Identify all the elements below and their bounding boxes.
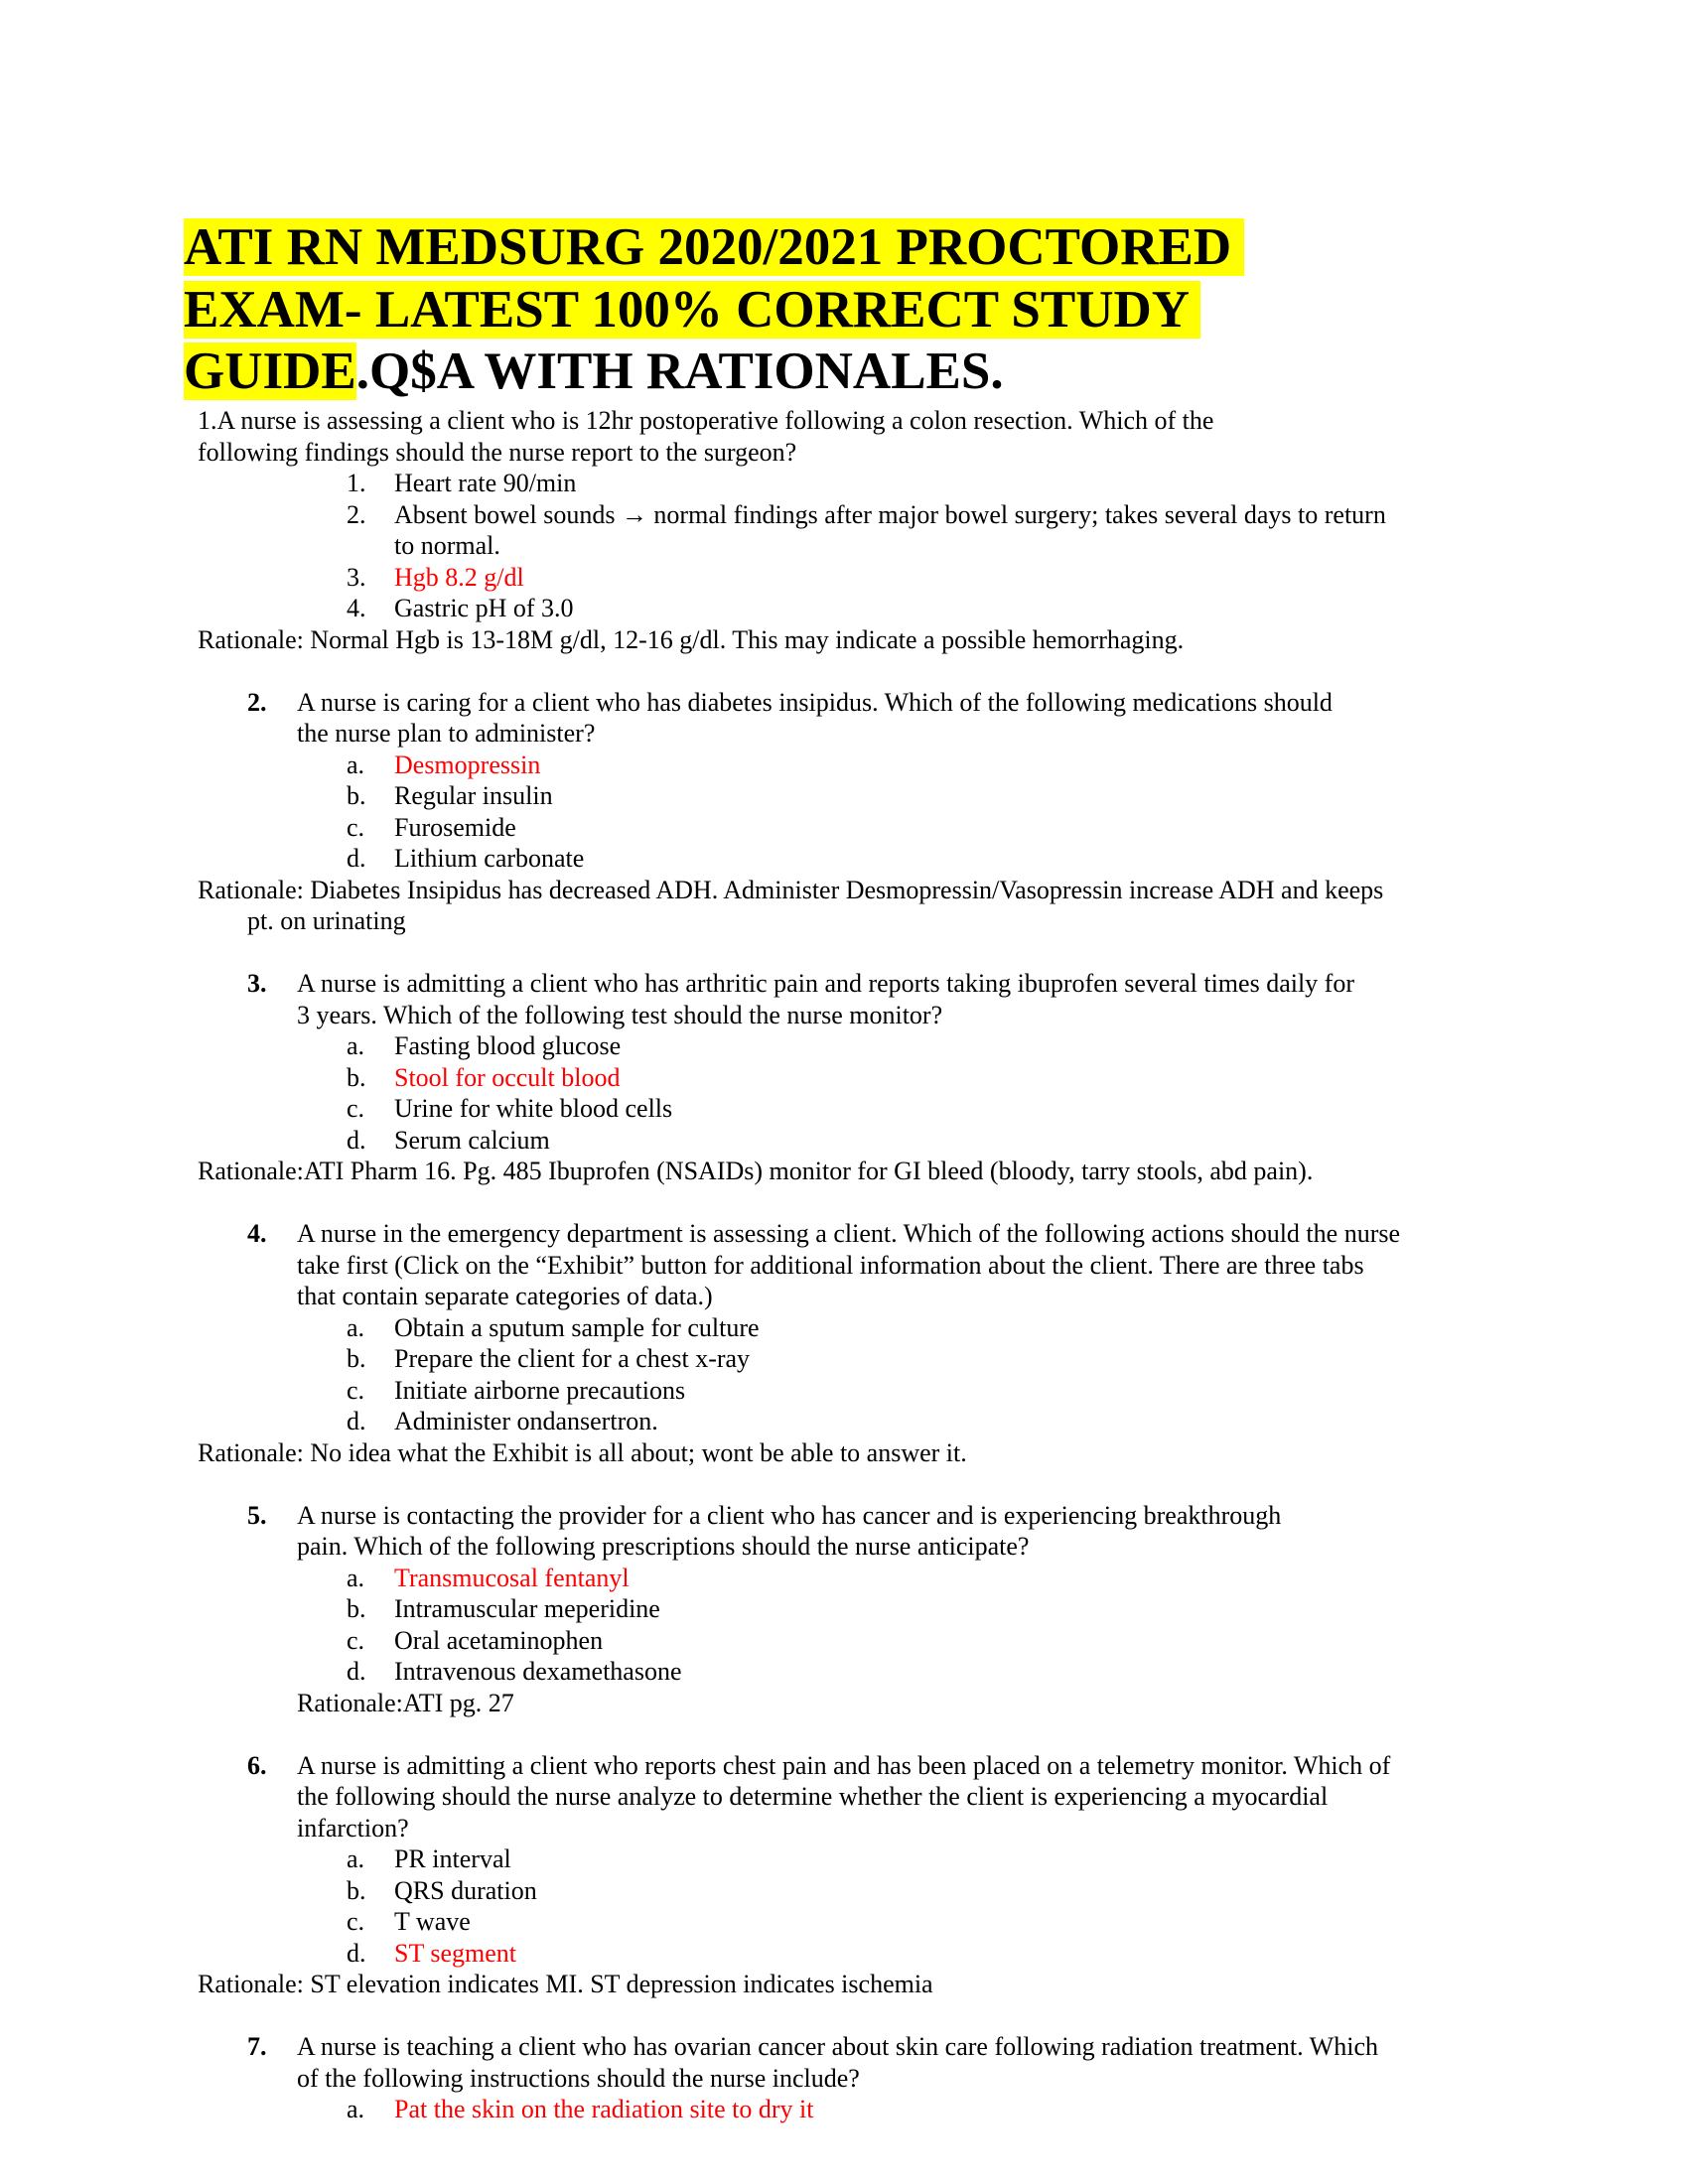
question-text: take first (Click on the “Exhibit” button for additional information about the client. There are three tabs: [297, 1250, 1364, 1280]
option-marker: b.: [347, 1594, 366, 1623]
question-text: the nurse plan to administer?: [297, 719, 596, 748]
answer-option: [0, 1093, 1688, 1125]
option-marker: b.: [347, 1344, 366, 1373]
question-stem-line: [0, 1531, 1688, 1563]
question-stem-line: [0, 718, 1688, 750]
answer-option-correct: [0, 1938, 1688, 1970]
question-block: [0, 1500, 1688, 1719]
question-text: A nurse is admitting a client who reports chest pain and has been placed on a telemetry monitor. Which of: [297, 1750, 1391, 1780]
answer-option: [0, 499, 1688, 531]
option-text: Heart rate 90/min: [394, 469, 577, 497]
question-stem-line: [0, 1781, 1688, 1813]
option-text: Lithium carbonate: [394, 844, 585, 873]
option-marker: d.: [347, 1938, 366, 1968]
rationale-line: [0, 624, 1688, 656]
option-marker: a.: [347, 2095, 365, 2123]
option-text: PR interval: [394, 1844, 511, 1873]
answer-option: [0, 1593, 1688, 1625]
rationale-text: pt. on urinating: [247, 906, 406, 935]
answer-option: [0, 843, 1688, 875]
rationale-line: [0, 1688, 1688, 1719]
rationale-text: Rationale: ST elevation indicates MI. ST depression indicates ischemia: [198, 1970, 933, 1998]
option-marker: a.: [347, 1844, 365, 1873]
question-number: 4.: [247, 1219, 267, 1248]
question-text: of the following instructions should the nurse include?: [297, 2063, 860, 2093]
question-stem-line: [0, 1000, 1688, 1031]
answer-option: [0, 1125, 1688, 1157]
question-stem-line: [0, 1218, 1688, 1250]
option-marker: c.: [347, 1625, 365, 1655]
question-text: 3 years. Which of the following test should the nurse monitor?: [297, 1000, 943, 1029]
question-text: infarction?: [297, 1813, 409, 1843]
option-marker: d.: [347, 1407, 366, 1435]
option-marker: c.: [347, 1375, 365, 1405]
rationale-text: Rationale: No idea what the Exhibit is all about; wont be able to answer it.: [198, 1437, 967, 1467]
option-text: Gastric pH of 3.0: [394, 594, 574, 622]
option-marker: a.: [347, 750, 365, 779]
question-stem-line: [0, 968, 1688, 1000]
spacer: [0, 937, 1688, 969]
question-block: [0, 687, 1688, 937]
answer-option: [0, 1875, 1688, 1907]
spacer: [0, 1718, 1688, 1750]
rationale-line: [0, 1969, 1688, 2000]
option-marker: d.: [347, 1657, 366, 1686]
option-text: Urine for white blood cells: [394, 1094, 673, 1123]
question-text: 1.A nurse is assessing a client who is 12hr postoperative following a colon resection. Which of the: [198, 406, 1214, 435]
question-stem-line: [0, 2063, 1688, 2095]
option-text: Intramuscular meperidine: [394, 1594, 660, 1623]
answer-option-correct: [0, 1062, 1688, 1094]
title-line: [184, 279, 1244, 341]
answer-option: [0, 468, 1688, 499]
option-text: Administer ondansertron.: [394, 1407, 658, 1435]
option-text: Fasting blood glucose: [394, 1031, 622, 1060]
option-text: Serum calcium: [394, 1125, 550, 1155]
spacer: [0, 1187, 1688, 1219]
question-number: 7.: [247, 2032, 267, 2061]
option-text: Oral acetaminophen: [394, 1625, 604, 1655]
option-marker: b.: [347, 1062, 366, 1092]
option-marker: c.: [347, 812, 365, 842]
option-marker: a.: [347, 1031, 365, 1060]
answer-option: [0, 1312, 1688, 1344]
answer-option-correct: [0, 2094, 1688, 2125]
answer-option: [0, 1906, 1688, 1938]
question-text: A nurse is teaching a client who has ovarian cancer about skin care following radiation treatment. Which: [297, 2032, 1378, 2061]
answer-option: [0, 530, 1688, 562]
option-marker: d.: [347, 844, 366, 873]
question-text: following findings should the nurse report to the surgeon?: [198, 437, 797, 467]
question-block: [0, 405, 1688, 655]
rationale-line: [0, 1156, 1688, 1187]
option-text: Obtain a sputum sample for culture: [394, 1312, 760, 1342]
rationale-line: [0, 905, 1688, 937]
answer-option: [0, 1375, 1688, 1407]
question-text: A nurse is caring for a client who has diabetes insipidus. Which of the following medications should: [297, 687, 1333, 717]
option-marker: 3.: [347, 562, 366, 592]
question-text: A nurse in the emergency department is assessing a client. Which of the following actions should the nurse: [297, 1219, 1401, 1248]
title-text: .Q$A WITH RATIONALES.: [355, 342, 1004, 400]
document-title: [184, 216, 1244, 403]
question-text: A nurse is contacting the provider for a client who has cancer and is experiencing breakthrough: [297, 1500, 1282, 1530]
answer-option-correct: [0, 1563, 1688, 1594]
question-block: [0, 1750, 1688, 2000]
rationale-line: [0, 1437, 1688, 1469]
option-text: Absent bowel sounds → normal findings after major bowel surgery; takes several days to return: [394, 499, 1386, 529]
question-block: [0, 2031, 1688, 2125]
option-text: Stool for occult blood: [394, 1062, 621, 1092]
question-text: A nurse is admitting a client who has arthritic pain and reports taking ibuprofen several times daily for: [297, 969, 1354, 998]
spacer: [0, 2000, 1688, 2032]
question-stem-line: [0, 1500, 1688, 1532]
highlighted-title-text: EXAM- LATEST 100% CORRECT STUDY: [184, 280, 1201, 339]
question-stem-line: [0, 437, 1688, 469]
answer-option: [0, 1656, 1688, 1688]
option-text: Desmopressin: [394, 750, 541, 779]
option-text: Initiate airborne precautions: [394, 1375, 686, 1405]
question-text: the following should the nurse analyze to determine whether the client is experiencing a myocardial: [297, 1782, 1329, 1811]
question-text: that contain separate categories of data.): [297, 1282, 713, 1310]
answer-option: [0, 1030, 1688, 1062]
option-text: Transmucosal fentanyl: [394, 1563, 630, 1592]
option-marker: c.: [347, 1907, 365, 1936]
rationale-text: Rationale:ATI pg. 27: [297, 1688, 514, 1717]
answer-option: [0, 1343, 1688, 1375]
question-number: 5.: [247, 1500, 267, 1530]
option-text: Intravenous dexamethasone: [394, 1657, 682, 1686]
title-line: [184, 216, 1244, 279]
option-text: Hgb 8.2 g/dl: [394, 562, 524, 592]
spacer: [0, 1468, 1688, 1500]
question-block: [0, 1218, 1688, 1468]
option-text: Prepare the client for a chest x-ray: [394, 1344, 751, 1373]
option-text: ST segment: [394, 1938, 517, 1968]
question-stem-line: [0, 405, 1688, 437]
option-text: Furosemide: [394, 812, 516, 842]
answer-option: [0, 1625, 1688, 1657]
option-marker: c.: [347, 1094, 365, 1123]
rationale-text: Rationale: Diabetes Insipidus has decreased ADH. Administer Desmopressin/Vasopressin increase ADH and keeps: [198, 875, 1384, 904]
answer-option: [0, 780, 1688, 812]
option-text: to normal.: [394, 531, 500, 560]
answer-option: [0, 1406, 1688, 1437]
option-marker: d.: [347, 1125, 366, 1155]
question-stem-line: [0, 2031, 1688, 2063]
answer-option-correct: [0, 750, 1688, 781]
option-text: Pat the skin on the radiation site to dry it: [394, 2095, 814, 2123]
rationale-line: [0, 875, 1688, 906]
option-text: QRS duration: [394, 1875, 537, 1905]
question-text: pain. Which of the following prescriptions should the nurse anticipate?: [297, 1532, 1030, 1561]
question-number: 2.: [247, 687, 267, 717]
answer-option: [0, 812, 1688, 844]
question-stem-line: [0, 1281, 1688, 1312]
question-stem-line: [0, 1250, 1688, 1282]
answer-option: [0, 1843, 1688, 1875]
option-marker: b.: [347, 781, 366, 810]
question-number: 3.: [247, 969, 267, 998]
rationale-text: Rationale:ATI Pharm 16. Pg. 485 Ibuprofen (NSAIDs) monitor for GI bleed (bloody, tarry stools, abd pain).: [198, 1157, 1314, 1185]
question-stem-line: [0, 1813, 1688, 1844]
question-block: [0, 968, 1688, 1187]
option-marker: a.: [347, 1312, 365, 1342]
answer-option-correct: [0, 562, 1688, 594]
question-stem-line: [0, 687, 1688, 719]
question-number: 6.: [247, 1750, 267, 1780]
option-marker: b.: [347, 1875, 366, 1905]
question-list: [0, 405, 1688, 2125]
question-stem-line: [0, 1750, 1688, 1782]
highlighted-title-text: GUIDE: [184, 342, 356, 400]
option-text: Regular insulin: [394, 781, 553, 810]
rationale-text: Rationale: Normal Hgb is 13-18M g/dl, 12-16 g/dl. This may indicate a possible hemorrhaging.: [198, 624, 1185, 654]
highlighted-title-text: ATI RN MEDSURG 2020/2021 PROCTORED: [184, 218, 1245, 276]
option-marker: 1.: [347, 469, 366, 497]
option-marker: 4.: [347, 594, 366, 622]
title-line: [184, 341, 1244, 403]
option-marker: a.: [347, 1563, 365, 1592]
option-text: T wave: [394, 1907, 471, 1936]
answer-option: [0, 593, 1688, 624]
spacer: [0, 655, 1688, 687]
option-marker: 2.: [347, 499, 366, 529]
